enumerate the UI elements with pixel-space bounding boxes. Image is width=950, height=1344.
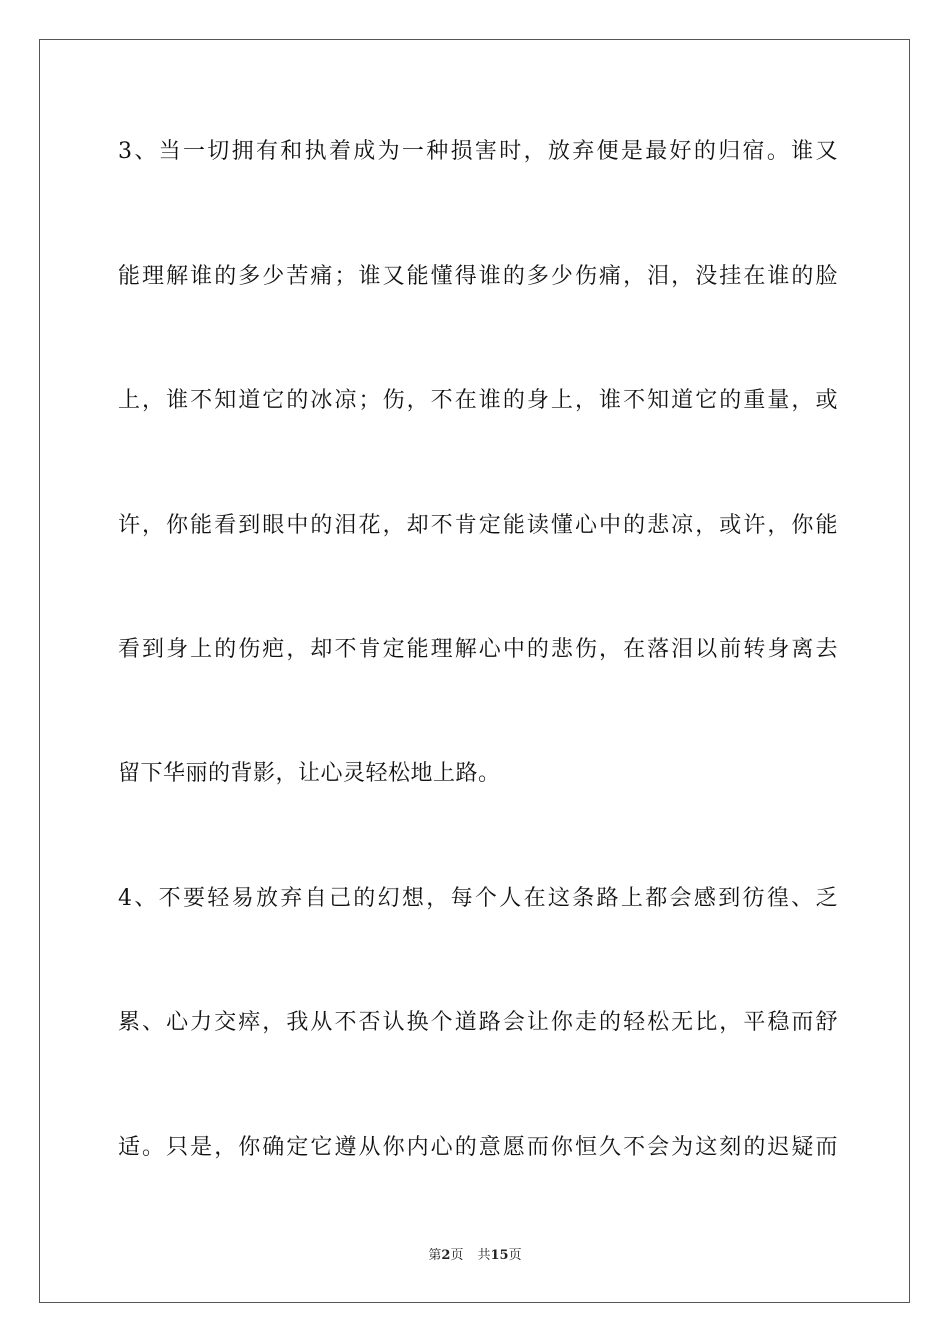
total-prefix: 共	[477, 1248, 491, 1263]
text-line: 4、不要轻易放弃自己的幻想，每个人在这条路上都会感到彷徨、乏	[118, 886, 838, 911]
text-line: 能理解谁的多少苦痛；谁又能懂得谁的多少伤痛，泪，没挂在谁的脸	[118, 264, 838, 289]
text-line: 上，谁不知道它的冰凉；伤，不在谁的身上，谁不知道它的重量，或	[118, 388, 838, 413]
page-prefix: 第	[428, 1248, 442, 1263]
page-border	[39, 39, 910, 1303]
text-line: 3、当一切拥有和执着成为一种损害时，放弃便是最好的归宿。谁又	[118, 139, 838, 164]
total-suffix: 页	[508, 1248, 522, 1263]
text-line: 适。只是，你确定它遵从你内心的意愿而你恒久不会为这刻的迟疑而	[118, 1135, 838, 1160]
text-line: 许，你能看到眼中的泪花，却不肯定能读懂心中的悲凉，或许，你能	[118, 513, 838, 538]
page-number: 2	[441, 1248, 451, 1263]
text-line: 累、心力交瘁，我从不否认换个道路会让你走的轻松无比，平稳而舒	[118, 1010, 838, 1035]
text-line: 留下华丽的背影，让心灵轻松地上路。	[118, 761, 501, 786]
total-pages: 15	[490, 1248, 509, 1263]
page-footer	[0, 1247, 950, 1265]
text-line: 看到身上的伤疤，却不肯定能理解心中的悲伤，在落泪以前转身离去	[118, 637, 838, 662]
page-suffix: 页	[450, 1248, 464, 1263]
